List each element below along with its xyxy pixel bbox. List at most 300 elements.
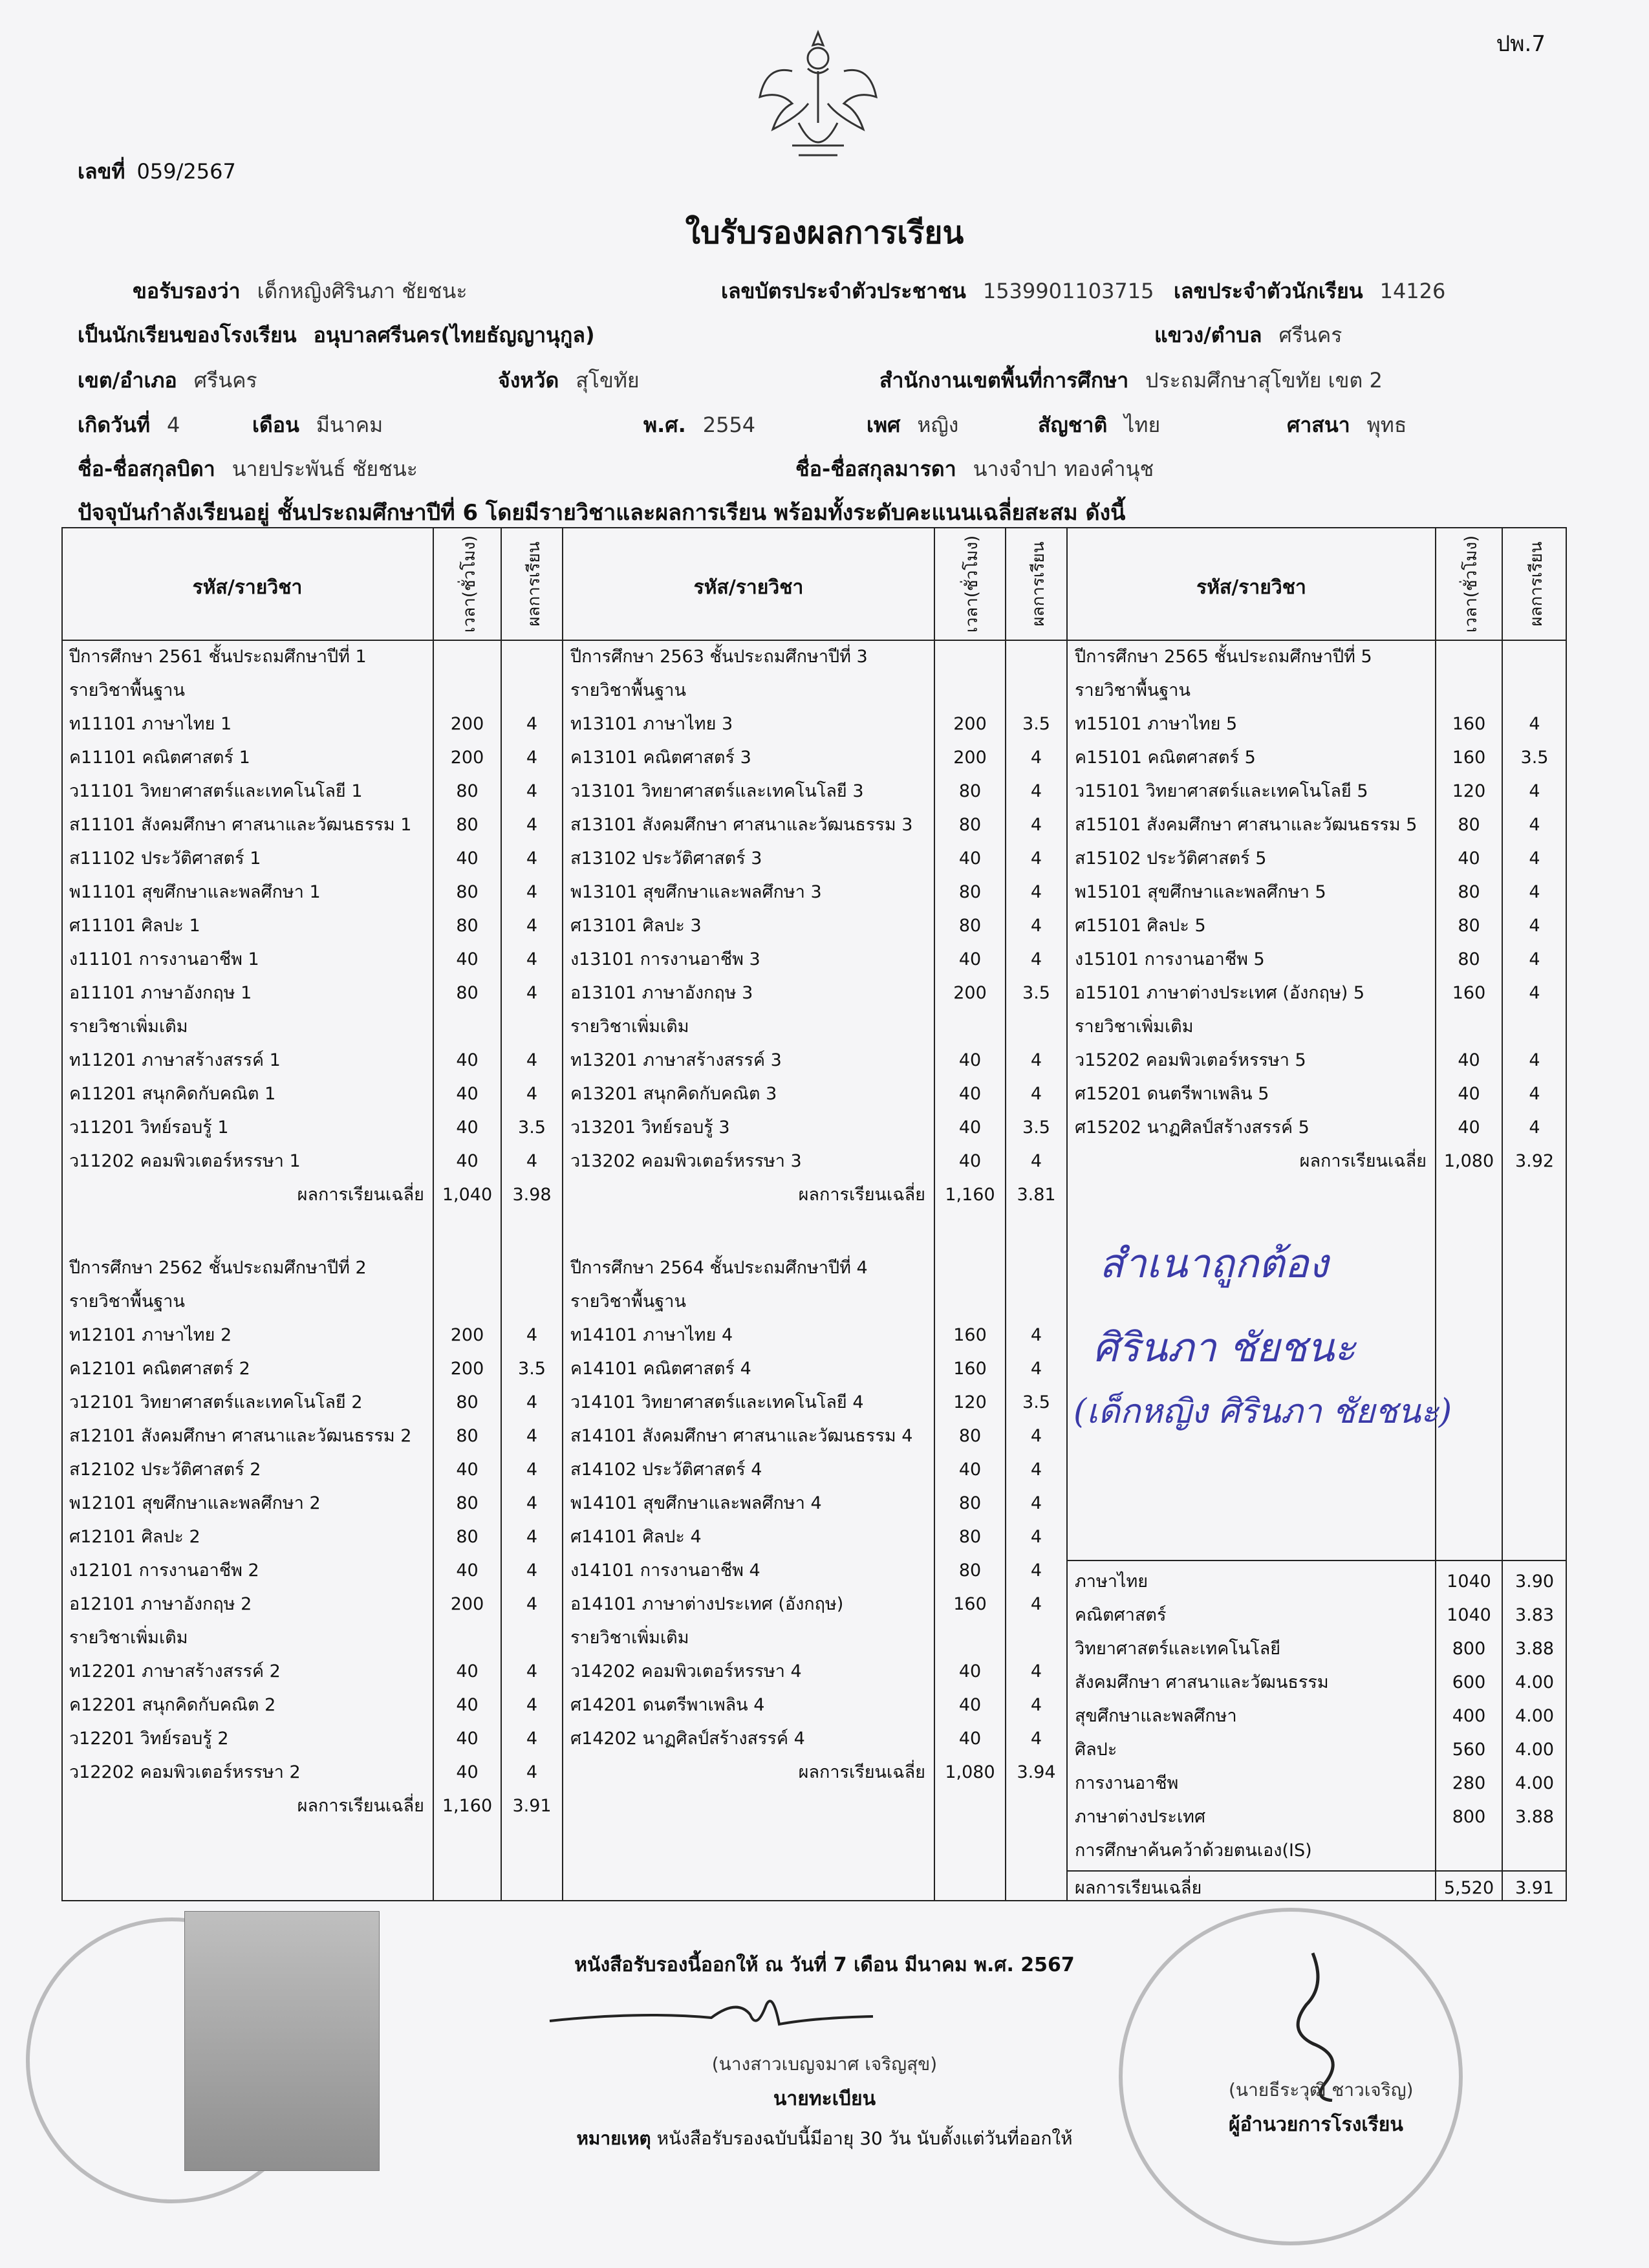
subject-name: ว12202 คอมพิวเตอร์หรรษา 2 bbox=[69, 1762, 301, 1782]
table-row bbox=[563, 842, 1067, 876]
table-row bbox=[1067, 876, 1567, 909]
summary-row bbox=[1067, 1565, 1567, 1599]
table-row bbox=[61, 1077, 563, 1111]
table-row bbox=[563, 1386, 1067, 1420]
id-line bbox=[721, 275, 1154, 308]
sex-label: เพศ bbox=[867, 413, 901, 437]
religion-line bbox=[1287, 409, 1406, 442]
subject-grade: 3.94 bbox=[1017, 1762, 1056, 1782]
subject-grade: 4 bbox=[1529, 949, 1540, 969]
table-row bbox=[61, 1487, 563, 1520]
document-number-value: 059/2567 bbox=[136, 159, 236, 184]
subject-grade: 3.5 bbox=[1022, 983, 1050, 1003]
summary-row bbox=[1067, 1700, 1567, 1733]
province-line bbox=[498, 364, 640, 397]
subject-hours: 40 bbox=[958, 848, 982, 869]
subject-name: ว12101 วิทยาศาสตร์และเทคโนโลยี 2 bbox=[69, 1392, 363, 1412]
subject-name: ส12102 ประวัติศาสตร์ 2 bbox=[69, 1460, 261, 1480]
subject-grade: 4 bbox=[526, 748, 538, 768]
mother-name: นางจำปา ทองคำนุช bbox=[973, 457, 1154, 481]
mother-line bbox=[795, 453, 1154, 486]
subject-name: รายวิชาพื้นฐาน bbox=[1075, 680, 1191, 700]
subject-hours: 40 bbox=[1458, 848, 1480, 869]
table-row bbox=[61, 909, 563, 943]
subject-name: ค15101 คณิตศาสตร์ 5 bbox=[1075, 748, 1256, 768]
summary-row bbox=[1067, 1599, 1567, 1632]
subject-grade: 4 bbox=[526, 815, 538, 835]
subject-grade: 4 bbox=[1529, 882, 1540, 902]
subject-grade: 4 bbox=[1529, 983, 1540, 1003]
subject-name: ว14101 วิทยาศาสตร์และเทคโนโลยี 4 bbox=[570, 1392, 864, 1412]
summary-grade: 4.00 bbox=[1514, 1773, 1555, 1793]
table-row bbox=[61, 1520, 563, 1554]
office: ประถมศึกษาสุโขทัย เขต 2 bbox=[1145, 368, 1383, 393]
subject-grade: 4 bbox=[1030, 1493, 1042, 1513]
subject-name: ศ14201 ดนตรีพาเพลิน 4 bbox=[570, 1695, 765, 1715]
subject-hours: 40 bbox=[958, 1151, 982, 1171]
table-row bbox=[563, 1044, 1067, 1077]
subject-name: ปีการศึกษา 2563 ชั้นประถมศึกษาปีที่ 3 bbox=[570, 647, 868, 667]
summary-subject: ภาษาไทย bbox=[1075, 1571, 1148, 1592]
table-row bbox=[61, 1756, 563, 1789]
note-label: หมายเหตุ bbox=[576, 2128, 651, 2149]
subject-grade: 4 bbox=[526, 1151, 538, 1171]
subject-grade: 4 bbox=[1529, 1050, 1540, 1070]
subject-hours: 80 bbox=[958, 1527, 982, 1547]
subject-hours: 40 bbox=[456, 1561, 479, 1581]
summary-hours: 280 bbox=[1452, 1773, 1486, 1793]
table-row bbox=[563, 909, 1067, 943]
table-row bbox=[563, 775, 1067, 808]
father-name: นายประพันธ์ ชัยชนะ bbox=[232, 457, 418, 481]
subdistrict-line bbox=[1154, 319, 1342, 352]
header-result: ผลการเรียน bbox=[524, 541, 544, 627]
subject-name: ส14102 ประวัติศาสตร์ 4 bbox=[570, 1460, 762, 1480]
subject-hours: 80 bbox=[1458, 916, 1480, 936]
summary-grade: 3.90 bbox=[1514, 1571, 1555, 1592]
subject-name: ง15101 การงานอาชีพ 5 bbox=[1075, 949, 1265, 969]
subject-hours: 200 bbox=[953, 983, 987, 1003]
subject-name: รายวิชาพื้นฐาน bbox=[570, 1291, 686, 1312]
section-basic bbox=[563, 1285, 1067, 1319]
table-row bbox=[563, 1352, 1067, 1386]
subject-name: รายวิชาพื้นฐาน bbox=[69, 680, 185, 700]
subject-name: ท15101 ภาษาไทย 5 bbox=[1075, 714, 1238, 734]
subject-name: ส11102 ประวัติศาสตร์ 1 bbox=[69, 848, 261, 869]
subject-name: ส12101 สังคมศึกษา ศาสนาและวัฒนธรรม 2 bbox=[69, 1426, 412, 1446]
table-row bbox=[61, 808, 563, 842]
subject-grade: 4 bbox=[526, 1661, 538, 1681]
subject-grade: 4 bbox=[1030, 1460, 1042, 1480]
subject-grade: 4 bbox=[526, 714, 538, 734]
director-name: (นายธีระวุฒิ ชาวเจริญ) bbox=[1229, 2079, 1414, 2101]
table-row bbox=[1067, 1044, 1567, 1077]
subject-name: ผลการเรียนเฉลี่ย bbox=[798, 1762, 925, 1782]
school-line bbox=[78, 319, 595, 352]
subject-hours: 1,160 bbox=[442, 1796, 493, 1816]
summary-hours: 1040 bbox=[1447, 1605, 1491, 1625]
subject-name: ส13101 สังคมศึกษา ศาสนาและวัฒนธรรม 3 bbox=[570, 815, 913, 835]
subject-name: อ12101 ภาษาอังกฤษ 2 bbox=[69, 1594, 252, 1614]
table-row bbox=[563, 1487, 1067, 1520]
subject-name: ค12201 สนุกคิดกับคณิต 2 bbox=[69, 1695, 276, 1715]
subject-hours: 80 bbox=[456, 1392, 479, 1412]
subject-grade: 4 bbox=[526, 983, 538, 1003]
subject-hours: 40 bbox=[1458, 1050, 1480, 1070]
subject-grade: 4 bbox=[1030, 848, 1042, 869]
subdistrict: ศรีนคร bbox=[1278, 323, 1342, 347]
subject-grade: 4 bbox=[526, 949, 538, 969]
table-row bbox=[1067, 707, 1567, 741]
subject-hours: 80 bbox=[958, 1561, 982, 1581]
birth-day-line bbox=[78, 409, 180, 442]
subject-name: ปีการศึกษา 2564 ชั้นประถมศึกษาปีที่ 4 bbox=[570, 1258, 868, 1278]
summary-hours: 560 bbox=[1452, 1740, 1486, 1760]
table-row bbox=[563, 1420, 1067, 1453]
subject-name: ท11201 ภาษาสร้างสรรค์ 1 bbox=[69, 1050, 281, 1070]
subject-hours: 1,040 bbox=[442, 1185, 493, 1205]
subject-name: ศ11101 ศิลปะ 1 bbox=[69, 916, 200, 936]
subject-grade: 4 bbox=[1030, 1661, 1042, 1681]
subject-hours: 160 bbox=[953, 1325, 987, 1345]
handwritten-signature: ศิรินภา ชัยชนะ bbox=[1093, 1324, 1356, 1371]
subject-hours: 1,080 bbox=[1443, 1151, 1494, 1171]
birth-year: 2554 bbox=[702, 413, 756, 437]
table-row bbox=[61, 1588, 563, 1621]
subject-name: ส15101 สังคมศึกษา ศาสนาและวัฒนธรรม 5 bbox=[1075, 815, 1417, 835]
subject-name: ค11201 สนุกคิดกับคณิต 1 bbox=[69, 1084, 276, 1104]
summary-hours: 1040 bbox=[1447, 1571, 1491, 1592]
table-row bbox=[563, 977, 1067, 1010]
subject-hours: 80 bbox=[958, 1493, 982, 1513]
subject-name: ว15101 วิทยาศาสตร์และเทคโนโลยี 5 bbox=[1075, 781, 1368, 801]
summary-grade: 3.88 bbox=[1514, 1807, 1555, 1827]
table-row bbox=[1067, 808, 1567, 842]
subject-grade: 4 bbox=[526, 1695, 538, 1715]
subject-hours: 40 bbox=[958, 1050, 982, 1070]
subject-name: ศ15101 ศิลปะ 5 bbox=[1075, 916, 1206, 936]
subject-name: รายวิชาพื้นฐาน bbox=[570, 680, 686, 700]
subject-grade: 3.5 bbox=[518, 1118, 546, 1138]
subject-grade: 4 bbox=[1529, 848, 1540, 869]
subject-name: พ11101 สุขศึกษาและพลศึกษา 1 bbox=[69, 882, 321, 902]
year-title bbox=[61, 1251, 563, 1285]
table-row bbox=[563, 876, 1067, 909]
summary-subject: คณิตศาสตร์ bbox=[1075, 1605, 1167, 1625]
table-row bbox=[61, 1420, 563, 1453]
certify-line bbox=[133, 275, 468, 308]
subject-grade: 4 bbox=[1529, 815, 1540, 835]
nationality-label: สัญชาติ bbox=[1038, 413, 1108, 437]
table-row bbox=[563, 1111, 1067, 1145]
table-row bbox=[61, 1319, 563, 1352]
subject-hours: 160 bbox=[953, 1594, 987, 1614]
subject-name: ท13201 ภาษาสร้างสรรค์ 3 bbox=[570, 1050, 782, 1070]
summary-total-grade: 3.91 bbox=[1514, 1878, 1555, 1898]
birth-month-line bbox=[252, 409, 383, 442]
year-title bbox=[1067, 640, 1567, 674]
subject-name: ว13201 วิทย์รอบรู้ 3 bbox=[570, 1118, 730, 1138]
year-title bbox=[563, 1251, 1067, 1285]
subject-hours: 1,080 bbox=[945, 1762, 995, 1782]
subject-name: รายวิชาพื้นฐาน bbox=[69, 1291, 185, 1312]
sex: หญิง bbox=[917, 413, 959, 437]
director-role: ผู้อำนวยการโรงเรียน bbox=[1229, 2113, 1403, 2136]
subject-grade: 4 bbox=[526, 882, 538, 902]
subject-name: รายวิชาเพิ่มเติม bbox=[69, 1628, 188, 1648]
subject-name: ว14202 คอมพิวเตอร์หรรษา 4 bbox=[570, 1661, 802, 1681]
father-label: ชื่อ-ชื่อสกุลบิดา bbox=[78, 457, 215, 481]
summary-hours: 600 bbox=[1452, 1672, 1486, 1692]
table-row bbox=[563, 943, 1067, 977]
subject-name: ว15202 คอมพิวเตอร์หรรษา 5 bbox=[1075, 1050, 1306, 1070]
subdistrict-label: แขวง/ตำบล bbox=[1154, 323, 1262, 347]
summary-total-label: ผลการเรียนเฉลี่ย bbox=[1075, 1878, 1202, 1898]
subject-name: รายวิชาเพิ่มเติม bbox=[570, 1628, 689, 1648]
subject-name: อ11101 ภาษาอังกฤษ 1 bbox=[69, 983, 252, 1003]
subject-name: ผลการเรียนเฉลี่ย bbox=[297, 1796, 424, 1816]
year-average-row bbox=[61, 1178, 563, 1212]
subject-name: ง11101 การงานอาชีพ 1 bbox=[69, 949, 259, 969]
subject-name: ผลการเรียนเฉลี่ย bbox=[297, 1185, 424, 1205]
subject-name: ว12201 วิทย์รอบรู้ 2 bbox=[69, 1729, 229, 1749]
subject-grade: 4 bbox=[526, 1493, 538, 1513]
subject-grade: 4 bbox=[1030, 1084, 1042, 1104]
subject-hours: 80 bbox=[1458, 882, 1480, 902]
subject-name: ส13102 ประวัติศาสตร์ 3 bbox=[570, 848, 762, 869]
section-extra bbox=[61, 1010, 563, 1044]
summary-subject: ภาษาต่างประเทศ bbox=[1075, 1807, 1206, 1827]
subject-name: ส14101 สังคมศึกษา ศาสนาและวัฒนธรรม 4 bbox=[570, 1426, 913, 1446]
subject-hours: 40 bbox=[456, 1084, 479, 1104]
table-row bbox=[61, 775, 563, 808]
note-text: หนังสือรับรองฉบับนี้มีอายุ 30 วัน นับตั้งแต่วันที่ออกให้ bbox=[656, 2128, 1073, 2149]
table-row bbox=[563, 1453, 1067, 1487]
summary-top-divider bbox=[1067, 1560, 1567, 1561]
header-result: ผลการเรียน bbox=[1527, 541, 1546, 627]
year-average-row bbox=[563, 1756, 1067, 1789]
subject-grade: 4 bbox=[1030, 781, 1042, 801]
subject-grade: 3.5 bbox=[1022, 1392, 1050, 1412]
subject-grade: 4 bbox=[526, 1050, 538, 1070]
subject-name: ปีการศึกษา 2561 ชั้นประถมศึกษาปีที่ 1 bbox=[69, 647, 367, 667]
header-result: ผลการเรียน bbox=[1028, 541, 1048, 627]
subject-hours: 160 bbox=[1452, 714, 1486, 734]
summary-subject: สังคมศึกษา ศาสนาและวัฒนธรรม bbox=[1075, 1672, 1329, 1692]
school-name: อนุบาลศรีนคร(ไทยธัญญานุกูล) bbox=[313, 323, 595, 347]
subject-name: ว11202 คอมพิวเตอร์หรรษา 1 bbox=[69, 1151, 301, 1171]
province-label: จังหวัด bbox=[498, 368, 559, 393]
id-label: เลขบัตรประจำตัวประชาชน bbox=[721, 279, 966, 303]
subject-name: ศ14101 ศิลปะ 4 bbox=[570, 1527, 702, 1547]
subject-grade: 3.98 bbox=[512, 1185, 552, 1205]
subject-name: อ14101 ภาษาต่างประเทศ (อังกฤษ) bbox=[570, 1594, 844, 1614]
father-line bbox=[78, 453, 418, 486]
subject-name: รายวิชาเพิ่มเติม bbox=[570, 1017, 689, 1037]
summary-hours: 400 bbox=[1452, 1706, 1486, 1726]
table-row bbox=[1067, 1077, 1567, 1111]
subject-hours: 80 bbox=[1458, 949, 1480, 969]
subject-hours: 80 bbox=[958, 815, 982, 835]
summary-row bbox=[1067, 1632, 1567, 1666]
subject-grade: 4 bbox=[1030, 1695, 1042, 1715]
table-row bbox=[563, 741, 1067, 775]
document-title: ใบรับรองผลการเรียน bbox=[685, 215, 964, 251]
table-row bbox=[61, 1111, 563, 1145]
nationality-line bbox=[1038, 409, 1160, 442]
section-extra bbox=[61, 1621, 563, 1655]
subject-grade: 4 bbox=[526, 1762, 538, 1782]
table-row bbox=[1067, 775, 1567, 808]
birth-day-label: เกิดวันที่ bbox=[78, 413, 151, 437]
year-average-row bbox=[1067, 1145, 1567, 1178]
subject-hours: 120 bbox=[1452, 781, 1486, 801]
table-row bbox=[61, 943, 563, 977]
subject-hours: 40 bbox=[456, 1762, 479, 1782]
subject-name: ส15102 ประวัติศาสตร์ 5 bbox=[1075, 848, 1267, 869]
table-row bbox=[1067, 909, 1567, 943]
subject-name: ว13101 วิทยาศาสตร์และเทคโนโลยี 3 bbox=[570, 781, 864, 801]
subject-grade: 4 bbox=[1030, 882, 1042, 902]
nationality: ไทย bbox=[1124, 413, 1161, 437]
student-no: 14126 bbox=[1379, 279, 1446, 303]
section-extra bbox=[1067, 1010, 1567, 1044]
subject-hours: 200 bbox=[953, 714, 987, 734]
sex-line bbox=[867, 409, 958, 442]
subject-hours: 40 bbox=[456, 848, 479, 869]
subject-name: ส11101 สังคมศึกษา ศาสนาและวัฒนธรรม 1 bbox=[69, 815, 412, 835]
subject-grade: 4 bbox=[1030, 1151, 1042, 1171]
birth-year-line bbox=[643, 409, 755, 442]
subject-hours: 200 bbox=[953, 748, 987, 768]
section-basic bbox=[61, 1285, 563, 1319]
header-subject: รหัส/รายวิชา bbox=[693, 576, 804, 599]
summary-row bbox=[1067, 1834, 1567, 1868]
subject-name: ค14101 คณิตศาสตร์ 4 bbox=[570, 1359, 751, 1379]
subject-hours: 200 bbox=[450, 1594, 484, 1614]
subject-hours: 80 bbox=[456, 1527, 479, 1547]
table-row bbox=[1067, 842, 1567, 876]
summary-grade: 4.00 bbox=[1514, 1740, 1555, 1760]
subject-hours: 40 bbox=[958, 1460, 982, 1480]
header-hours: เวลา(ชั่วโมง) bbox=[459, 535, 479, 632]
table-row bbox=[1067, 943, 1567, 977]
subject-hours: 40 bbox=[456, 949, 479, 969]
table-row bbox=[61, 1044, 563, 1077]
garuda-emblem bbox=[753, 26, 883, 168]
subject-grade: 3.91 bbox=[512, 1796, 552, 1816]
birth-month-label: เดือน bbox=[252, 413, 299, 437]
district: ศรีนคร bbox=[193, 368, 257, 393]
subject-hours: 40 bbox=[456, 1729, 479, 1749]
table-row bbox=[563, 1689, 1067, 1722]
certify-label: ขอรับรองว่า bbox=[133, 279, 241, 303]
subject-name: ค12101 คณิตศาสตร์ 2 bbox=[69, 1359, 250, 1379]
summary-total-hours: 5,520 bbox=[1443, 1878, 1494, 1898]
subject-grade: 4 bbox=[1030, 815, 1042, 835]
table-row bbox=[563, 707, 1067, 741]
subject-grade: 4 bbox=[526, 1325, 538, 1345]
summary-subject: วิทยาศาสตร์และเทคโนโลยี bbox=[1075, 1639, 1281, 1659]
header-subject: รหัส/รายวิชา bbox=[192, 576, 303, 599]
subject-hours: 80 bbox=[958, 882, 982, 902]
subject-name: พ15101 สุขศึกษาและพลศึกษา 5 bbox=[1075, 882, 1326, 902]
subject-hours: 40 bbox=[1458, 1084, 1480, 1104]
summary-row bbox=[1067, 1733, 1567, 1767]
summary-grade: 3.83 bbox=[1514, 1605, 1555, 1625]
subject-grade: 4 bbox=[1030, 1426, 1042, 1446]
subject-grade: 4 bbox=[1030, 1561, 1042, 1581]
subject-grade: 3.5 bbox=[1520, 748, 1549, 768]
table-row bbox=[61, 977, 563, 1010]
province: สุโขทัย bbox=[576, 368, 640, 393]
subject-hours: 80 bbox=[456, 1426, 479, 1446]
table-row bbox=[61, 741, 563, 775]
header-hours: เวลา(ชั่วโมง) bbox=[962, 535, 982, 632]
birth-day: 4 bbox=[167, 413, 180, 437]
summary-grade: 4.00 bbox=[1514, 1672, 1555, 1692]
subject-hours: 40 bbox=[456, 1050, 479, 1070]
subject-name: ท12101 ภาษาไทย 2 bbox=[69, 1325, 232, 1345]
subject-grade: 4 bbox=[526, 1729, 538, 1749]
subject-grade: 4 bbox=[1529, 1118, 1540, 1138]
section-basic bbox=[563, 674, 1067, 707]
subject-grade: 3.81 bbox=[1017, 1185, 1056, 1205]
summary-subject: การงานอาชีพ bbox=[1075, 1773, 1179, 1793]
subject-hours: 160 bbox=[1452, 748, 1486, 768]
subject-hours: 40 bbox=[1458, 1118, 1480, 1138]
year-average-row bbox=[61, 1789, 563, 1823]
subject-name: รายวิชาเพิ่มเติม bbox=[1075, 1017, 1194, 1037]
table-row bbox=[61, 842, 563, 876]
subject-grade: 4 bbox=[1529, 714, 1540, 734]
subject-grade: 4 bbox=[1030, 916, 1042, 936]
subject-grade: 4 bbox=[1030, 1050, 1042, 1070]
subject-grade: 4 bbox=[1030, 949, 1042, 969]
subject-name: ท13101 ภาษาไทย 3 bbox=[570, 714, 733, 734]
table-row bbox=[1067, 1111, 1567, 1145]
table-row bbox=[61, 1352, 563, 1386]
subject-hours: 40 bbox=[456, 1118, 479, 1138]
subject-hours: 80 bbox=[958, 781, 982, 801]
summary-hours: 800 bbox=[1452, 1639, 1486, 1659]
table-row bbox=[1067, 741, 1567, 775]
subject-hours: 200 bbox=[450, 748, 484, 768]
subject-name: ง12101 การงานอาชีพ 2 bbox=[69, 1561, 259, 1581]
subject-hours: 80 bbox=[456, 882, 479, 902]
subject-name: ผลการเรียนเฉลี่ย bbox=[798, 1185, 925, 1205]
subject-grade: 4 bbox=[526, 1561, 538, 1581]
subject-name: ศ13101 ศิลปะ 3 bbox=[570, 916, 702, 936]
table-row bbox=[61, 1722, 563, 1756]
subject-name: ปีการศึกษา 2562 ชั้นประถมศึกษาปีที่ 2 bbox=[69, 1258, 367, 1278]
subject-hours: 160 bbox=[953, 1359, 987, 1379]
summary-grade: 4.00 bbox=[1514, 1706, 1555, 1726]
subject-name: ว13202 คอมพิวเตอร์หรรษา 3 bbox=[570, 1151, 802, 1171]
subject-grade: 4 bbox=[1030, 1594, 1042, 1614]
mother-label: ชื่อ-ชื่อสกุลมารดา bbox=[795, 457, 956, 481]
subject-grade: 4 bbox=[526, 1084, 538, 1104]
subject-hours: 80 bbox=[456, 815, 479, 835]
subject-grade: 4 bbox=[526, 848, 538, 869]
subject-hours: 200 bbox=[450, 714, 484, 734]
district-line bbox=[78, 364, 257, 397]
subject-grade: 4 bbox=[1030, 1325, 1042, 1345]
year-title bbox=[563, 640, 1067, 674]
subject-hours: 40 bbox=[456, 1460, 479, 1480]
subject-name: ท12201 ภาษาสร้างสรรค์ 2 bbox=[69, 1661, 281, 1681]
section-extra bbox=[563, 1621, 1067, 1655]
